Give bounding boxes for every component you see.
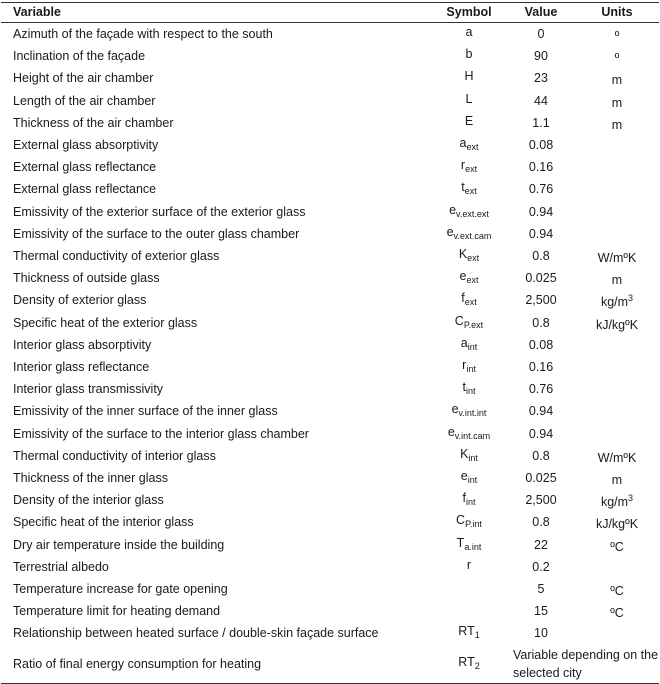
table-row	[1, 334, 659, 356]
symbol-cell	[431, 467, 507, 489]
variable-cell: External glass reflectance	[13, 160, 157, 175]
symbol-base: L	[465, 91, 473, 106]
unit-text: ºC	[610, 539, 624, 554]
table-row	[1, 45, 659, 67]
variable-cell: Thickness of the inner glass	[13, 471, 168, 486]
unit-text: W/mºK	[597, 251, 637, 266]
table-row	[1, 534, 659, 556]
table-row	[1, 445, 659, 467]
symbol-base: e	[460, 469, 468, 484]
variable-cell: Thickness of outside glass	[13, 271, 160, 286]
unit-cell	[575, 134, 659, 156]
variable-cell: External glass absorptivity	[13, 138, 159, 153]
symbol-cell	[431, 511, 507, 533]
table-row	[1, 90, 659, 112]
symbol-cell	[431, 400, 507, 422]
unit-superscript: 3	[628, 493, 634, 504]
variable-cell: Emissivity of the exterior surface of the exterior glass	[13, 204, 306, 219]
symbol-base: t	[461, 180, 465, 195]
symbol-base: r	[460, 158, 466, 173]
symbol-subscript: ext	[467, 253, 480, 264]
variable-cell: Thermal conductivity of interior glass	[13, 448, 216, 463]
symbol-cell	[431, 23, 507, 46]
symbol-cell	[431, 334, 507, 356]
symbol-cell	[431, 245, 507, 267]
unit-cell	[575, 445, 659, 467]
symbol-base: e	[459, 269, 467, 284]
symbol-subscript: P.int	[465, 519, 482, 530]
value-cell: 1.1	[532, 115, 550, 130]
variable-cell: Specific heat of the exterior glass	[13, 315, 198, 330]
table-row	[1, 201, 659, 223]
unit-text: m	[611, 117, 623, 132]
symbol-subscript: v.ext.ext	[456, 208, 489, 219]
table-row	[1, 578, 659, 600]
header-symbol: Symbol	[431, 3, 507, 23]
unit-cell	[575, 267, 659, 289]
symbol-cell	[431, 90, 507, 112]
symbol-base: f	[461, 291, 465, 306]
symbol-cell	[431, 267, 507, 289]
symbol-cell	[431, 600, 507, 622]
table-row	[1, 356, 659, 378]
symbol-subscript: ext	[464, 297, 477, 308]
symbol-base: a	[465, 25, 473, 39]
symbol-subscript: int	[465, 497, 476, 508]
symbol-subscript: ext	[466, 142, 479, 153]
symbol-cell	[431, 622, 507, 644]
value-cell: 0.8	[532, 448, 550, 463]
table-row	[1, 134, 659, 156]
value-cell: 0.94	[528, 204, 554, 219]
variable-cell: Length of the air chamber	[13, 93, 156, 108]
variable-cell: Azimuth of the façade with respect to the south	[13, 27, 273, 41]
symbol-subscript: 1	[474, 630, 480, 641]
symbol-base: RT	[458, 624, 475, 639]
unit-text: kJ/kgºK	[595, 317, 639, 332]
variable-cell: Temperature increase for gate opening	[13, 582, 228, 597]
value-cell: 2,500	[525, 293, 557, 308]
unit-cell	[575, 90, 659, 112]
unit-text: W/mºK	[597, 450, 637, 465]
table-row	[1, 178, 659, 200]
variable-cell: Terrestrial albedo	[13, 559, 109, 574]
variable-cell: Thickness of the air chamber	[13, 115, 174, 130]
value-cell: 0.2	[532, 559, 550, 574]
table-row	[1, 156, 659, 178]
symbol-subscript: int	[465, 386, 476, 397]
table-row	[1, 267, 659, 289]
variable-cell: Interior glass absorptivity	[13, 337, 152, 352]
symbol-subscript: 2	[474, 660, 480, 671]
symbol-base: C	[456, 513, 466, 528]
table-row	[1, 423, 659, 445]
symbol-subscript: v.ext.cam	[453, 230, 492, 241]
value-cell: 0.8	[532, 315, 550, 330]
unit-cell	[575, 112, 659, 134]
value-cell: 0.025	[525, 471, 557, 486]
unit-cell	[575, 600, 659, 622]
symbol-cell	[431, 201, 507, 223]
unit-superscript: 3	[628, 293, 634, 304]
variable-cell: Ratio of final energy consumption for heating	[1, 645, 431, 684]
value-cell: 0.76	[528, 382, 554, 397]
symbol-base: T	[456, 535, 465, 550]
symbol-base: e	[449, 202, 457, 217]
unit-cell	[575, 23, 659, 46]
value-cell: 0	[537, 27, 545, 41]
symbol-subscript: int	[467, 475, 478, 486]
unit-cell	[575, 400, 659, 422]
symbol-cell	[431, 378, 507, 400]
unit-cell	[575, 334, 659, 356]
unit-cell	[575, 534, 659, 556]
symbol-base: t	[462, 380, 466, 395]
value-cell: 15	[534, 604, 548, 619]
table-row	[1, 511, 659, 533]
table-row	[1, 289, 659, 311]
unit-cell	[575, 223, 659, 245]
value-cell: 0.76	[528, 182, 554, 197]
symbol-subscript: int	[466, 364, 476, 375]
table-row	[1, 223, 659, 245]
symbol-subscript: v.int.int	[458, 408, 487, 419]
value-cell: 10	[534, 626, 548, 641]
symbol-cell	[431, 289, 507, 311]
value-cell: 2,500	[525, 493, 557, 508]
symbol-base: b	[465, 47, 473, 62]
symbol-cell	[431, 223, 507, 245]
value-cell: 0.94	[528, 404, 554, 419]
header-variable: Variable	[1, 3, 431, 23]
table-row	[1, 556, 659, 578]
value-cell: 23	[534, 71, 548, 86]
symbol-cell	[431, 556, 507, 578]
unit-cell	[575, 423, 659, 445]
unit-text: º	[614, 51, 620, 66]
table-body	[1, 23, 659, 684]
variable-cell: External glass reflectance	[13, 182, 157, 197]
unit-text: kJ/kgºK	[595, 517, 639, 532]
symbol-base: E	[464, 113, 474, 128]
symbol-subscript: P.ext	[463, 319, 484, 330]
symbol-base: a	[459, 136, 467, 151]
symbol-base: K	[460, 446, 469, 461]
symbol-subscript: ext	[464, 186, 477, 197]
value-cell: 0.8	[532, 515, 550, 530]
symbol-cell	[431, 578, 507, 600]
value-cell: 0.8	[532, 249, 550, 264]
symbol-cell	[431, 45, 507, 67]
table-row	[1, 67, 659, 89]
unit-cell	[575, 556, 659, 578]
value-cell: 0.16	[528, 360, 554, 375]
table-row	[1, 245, 659, 267]
value-cell: 0.16	[528, 160, 554, 175]
table-row	[1, 645, 659, 684]
symbol-base: r	[466, 557, 472, 572]
table-row	[1, 23, 659, 46]
unit-cell	[575, 356, 659, 378]
symbol-base: f	[462, 491, 466, 506]
symbol-base: H	[464, 69, 474, 84]
unit-cell	[575, 245, 659, 267]
symbol-base: e	[447, 424, 455, 439]
table-row	[1, 112, 659, 134]
symbol-subscript: int	[468, 452, 478, 463]
variable-cell: Thermal conductivity of exterior glass	[13, 249, 220, 264]
table-row	[1, 467, 659, 489]
value-cell: 22	[534, 537, 548, 552]
header-units: Units	[575, 3, 659, 23]
symbol-subscript: a.int	[464, 541, 482, 552]
unit-cell	[575, 156, 659, 178]
parameters-table	[1, 2, 659, 684]
unit-cell	[575, 467, 659, 489]
symbol-base: RT	[458, 654, 475, 669]
unit-cell	[575, 45, 659, 67]
variable-cell: Interior glass transmissivity	[13, 382, 164, 397]
unit-text: º	[614, 29, 620, 43]
unit-text: kg/m	[600, 495, 629, 510]
unit-text: m	[611, 273, 623, 288]
unit-cell	[575, 622, 659, 644]
table-row	[1, 600, 659, 622]
symbol-base: K	[458, 247, 468, 262]
value-cell: Variable depending on the selected city	[507, 645, 659, 684]
symbol-subscript: int	[467, 341, 478, 352]
variable-cell: Relationship between heated surface / double-skin façade surface	[13, 626, 379, 641]
unit-cell	[575, 178, 659, 200]
table-header	[1, 3, 659, 23]
symbol-base: C	[454, 313, 464, 328]
unit-text: m	[611, 473, 623, 488]
unit-cell	[575, 378, 659, 400]
symbol-cell	[431, 645, 507, 684]
unit-cell	[575, 578, 659, 600]
unit-cell	[575, 312, 659, 334]
symbol-base: e	[446, 224, 454, 239]
unit-text: ºC	[610, 584, 624, 599]
variable-cell: Temperature limit for heating demand	[13, 604, 221, 619]
table-row	[1, 378, 659, 400]
value-cell: 0.94	[528, 426, 554, 441]
symbol-cell	[431, 67, 507, 89]
header-value: Value	[507, 3, 575, 23]
unit-text: kg/m	[600, 295, 629, 310]
unit-text: m	[611, 95, 623, 110]
value-cell: 90	[534, 49, 548, 64]
value-cell: 0.025	[525, 271, 557, 286]
unit-cell	[575, 289, 659, 311]
symbol-base: r	[462, 358, 467, 373]
symbol-cell	[431, 489, 507, 511]
value-cell: 44	[534, 93, 548, 108]
symbol-cell	[431, 178, 507, 200]
variable-cell: Inclination of the façade	[13, 49, 146, 64]
table-row	[1, 400, 659, 422]
unit-cell	[575, 511, 659, 533]
variable-cell: Emissivity of the inner surface of the inner glass	[13, 404, 278, 419]
table-row	[1, 312, 659, 334]
value-cell: 0.94	[528, 226, 554, 241]
symbol-subscript: ext	[466, 275, 479, 286]
symbol-cell	[431, 356, 507, 378]
symbol-subscript: v.int.cam	[454, 430, 491, 441]
unit-cell	[575, 489, 659, 511]
value-cell: 0.08	[528, 138, 554, 153]
variable-cell: Interior glass reflectance	[13, 360, 150, 375]
symbol-base: e	[451, 402, 459, 417]
symbol-cell	[431, 312, 507, 334]
unit-cell	[575, 201, 659, 223]
value-cell: 5	[537, 582, 545, 597]
variable-cell: Emissivity of the surface to the outer glass chamber	[13, 226, 300, 241]
symbol-cell	[431, 134, 507, 156]
variable-cell: Density of the interior glass	[13, 493, 164, 508]
variable-cell: Density of exterior glass	[13, 293, 147, 308]
variable-cell: Emissivity of the surface to the interior glass chamber	[13, 426, 309, 441]
variable-cell: Specific heat of the interior glass	[13, 515, 194, 530]
symbol-subscript: ext	[465, 164, 478, 175]
symbol-cell	[431, 534, 507, 556]
unit-text: m	[611, 73, 623, 88]
symbol-cell	[431, 156, 507, 178]
symbol-cell	[431, 112, 507, 134]
value-cell: 0.08	[528, 337, 554, 352]
unit-text: ºC	[610, 606, 624, 621]
symbol-cell	[431, 445, 507, 467]
variable-cell: Dry air temperature inside the building	[13, 537, 225, 552]
table-row	[1, 622, 659, 644]
symbol-cell	[431, 423, 507, 445]
unit-cell	[575, 67, 659, 89]
variable-cell: Height of the air chamber	[13, 71, 154, 86]
table-row	[1, 489, 659, 511]
symbol-base: a	[460, 335, 468, 350]
